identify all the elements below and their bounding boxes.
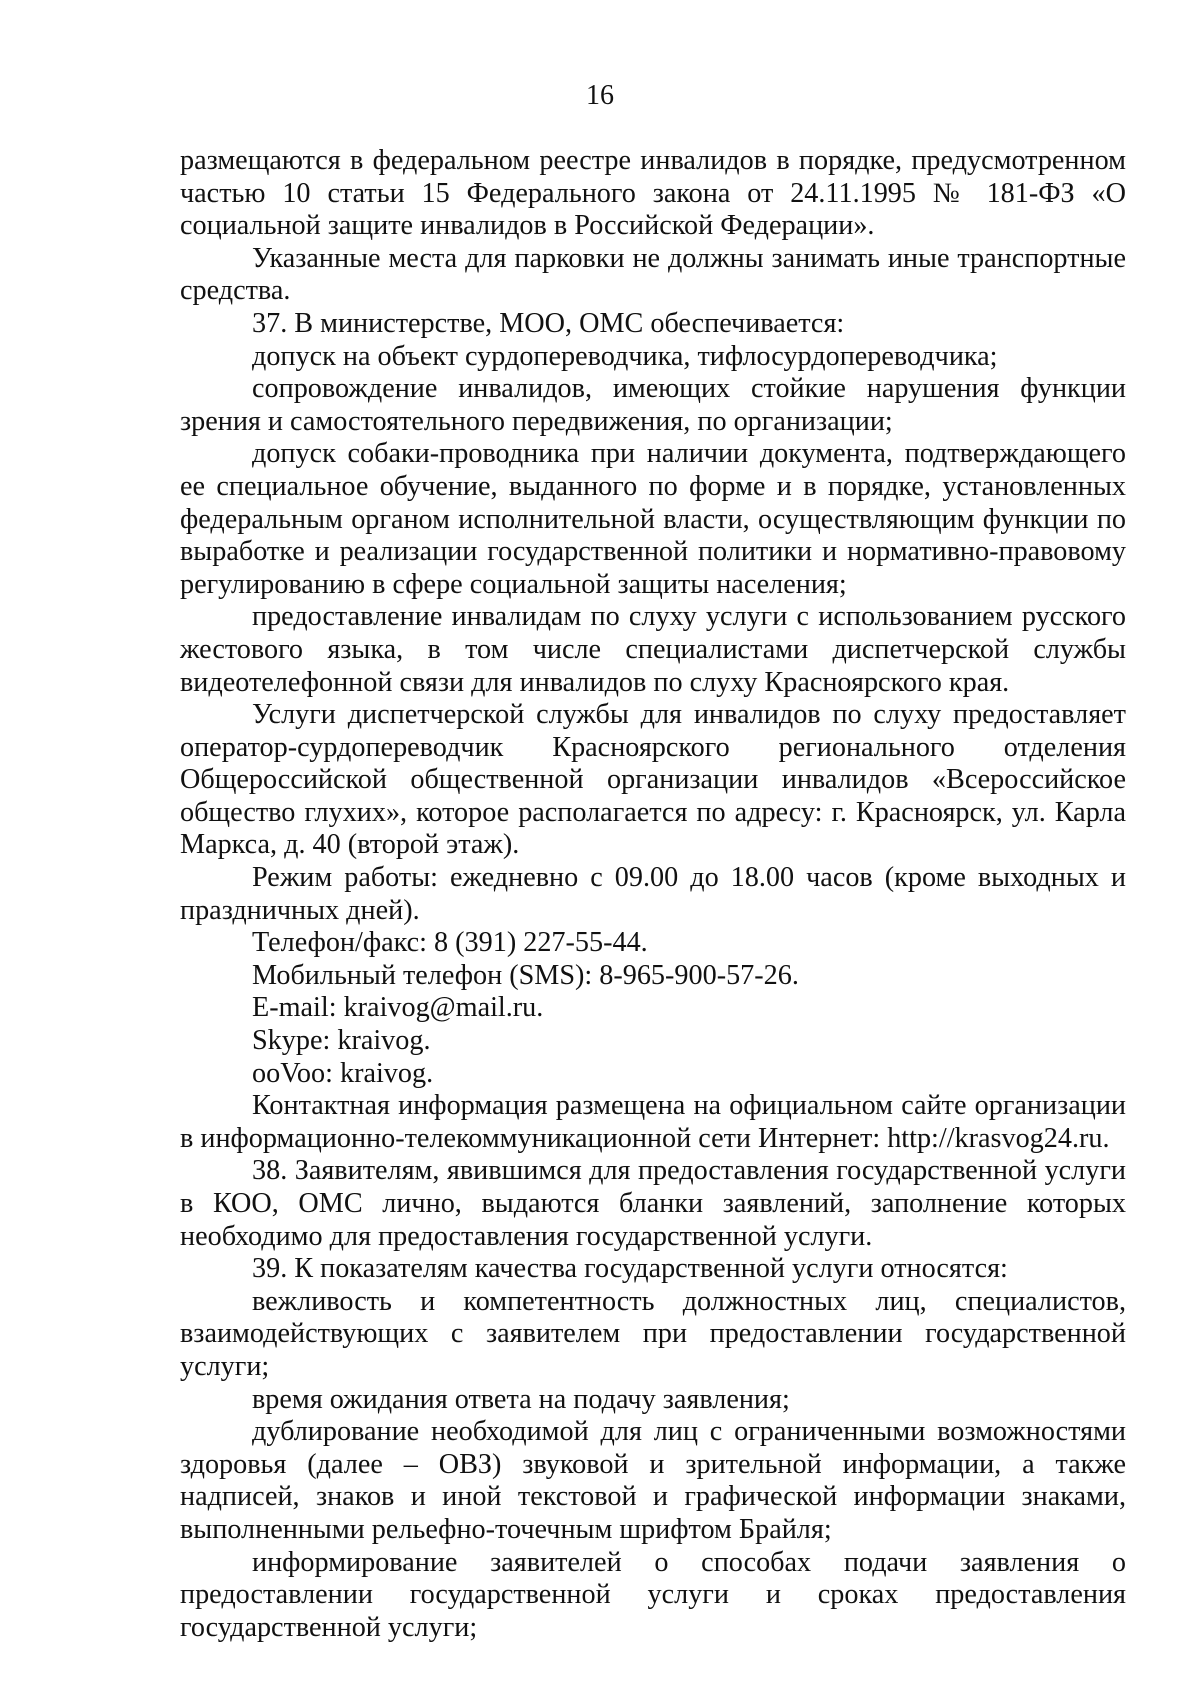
paragraph: E-mail: kraivog@mail.ru. <box>252 992 544 1024</box>
paragraph: 39. К показателям качества государственной услуги относятся: <box>252 1253 1008 1285</box>
paragraph: Skype: kraivog. <box>252 1025 431 1057</box>
paragraph: вежливость и компетентность должностных лиц, специалистов, взаимодействующих с заявителем при предоставлении государственной услуги; <box>180 1285 1126 1382</box>
paragraph: Указанные места для парковки не должны занимать иные транспортные средства. <box>180 242 1126 307</box>
paragraph: время ожидания ответа на подачу заявления; <box>252 1383 790 1415</box>
paragraph: допуск собаки-проводника при наличии документа, подтверждающего ее специальное обучение, выданного по форме и в порядке, установленных федеральным органом исполнительной власти, осуществляющим функции по выработке и реализации государственной политики и нормативно-правовому регулированию в сфере социальной защиты населения; <box>180 438 1126 600</box>
paragraph: 38. Заявителям, явившимся для предоставления государственной услуги в КОО, ОМС лично, выдаются бланки заявлений, заполнение которых необходимо для предоставления государственной услуги. <box>180 1155 1126 1252</box>
paragraph: Телефон/факс: 8 (391) 227-55-44. <box>252 927 648 959</box>
paragraph: информирование заявителей о способах подачи заявления о предоставлении государственной услуги и сроках предоставления государственной услуги; <box>180 1546 1126 1643</box>
paragraph: 37. В министерстве, МОО, ОМС обеспечивается: <box>252 307 845 339</box>
paragraph: дублирование необходимой для лиц с ограниченными возможностями здоровья (далее – ОВЗ) звуковой и зрительной информации, а также надписей, знаков и иной текстовой и графической информации знаками, выполненными рельефно-точечным шрифтом Брайля; <box>180 1416 1126 1545</box>
paragraph: Контактная информация размещена на официальном сайте организации в информационно-телекоммуникационной сети Интернет: http://krasvog24.ru. <box>180 1090 1126 1154</box>
document-body <box>180 145 1126 1644</box>
paragraph: ooVoo: kraivog. <box>252 1057 434 1089</box>
paragraph: размещаются в федеральном реестре инвалидов в порядке, предусмотренном частью 10 статьи 15 Федерального закона от 24.11.1995 № 181-ФЗ «О социальной защите инвалидов в Российской Федерации». <box>180 145 1126 242</box>
paragraph: Мобильный телефон (SMS): 8-965-900-57-26. <box>252 959 799 991</box>
paragraph: предоставление инвалидам по слуху услуги с использованием русского жестового языка, в том числе специалистами диспетчерской службы видеотелефонной связи для инвалидов по слуху Красноярского края. <box>180 601 1126 698</box>
paragraph: сопровождение инвалидов, имеющих стойкие нарушения функции зрения и самостоятельного передвижения, по организации; <box>180 373 1126 437</box>
paragraph: допуск на объект сурдопереводчика, тифлосурдопереводчика; <box>252 340 998 372</box>
paragraph: Услуги диспетчерской службы для инвалидов по слуху предоставляет оператор-сурдопереводчик Красноярского регионального отделения Общероссийской общественной организации инвалидов «Всероссийское общество глухих», которое располагается по адресу: г. Красноярск, ул. Карла Маркса, д. 40 (второй этаж). <box>180 699 1126 861</box>
paragraph: Режим работы: ежедневно с 09.00 до 18.00 часов (кроме выходных и праздничных дней). <box>180 862 1126 926</box>
page-number: 16 <box>586 80 614 111</box>
